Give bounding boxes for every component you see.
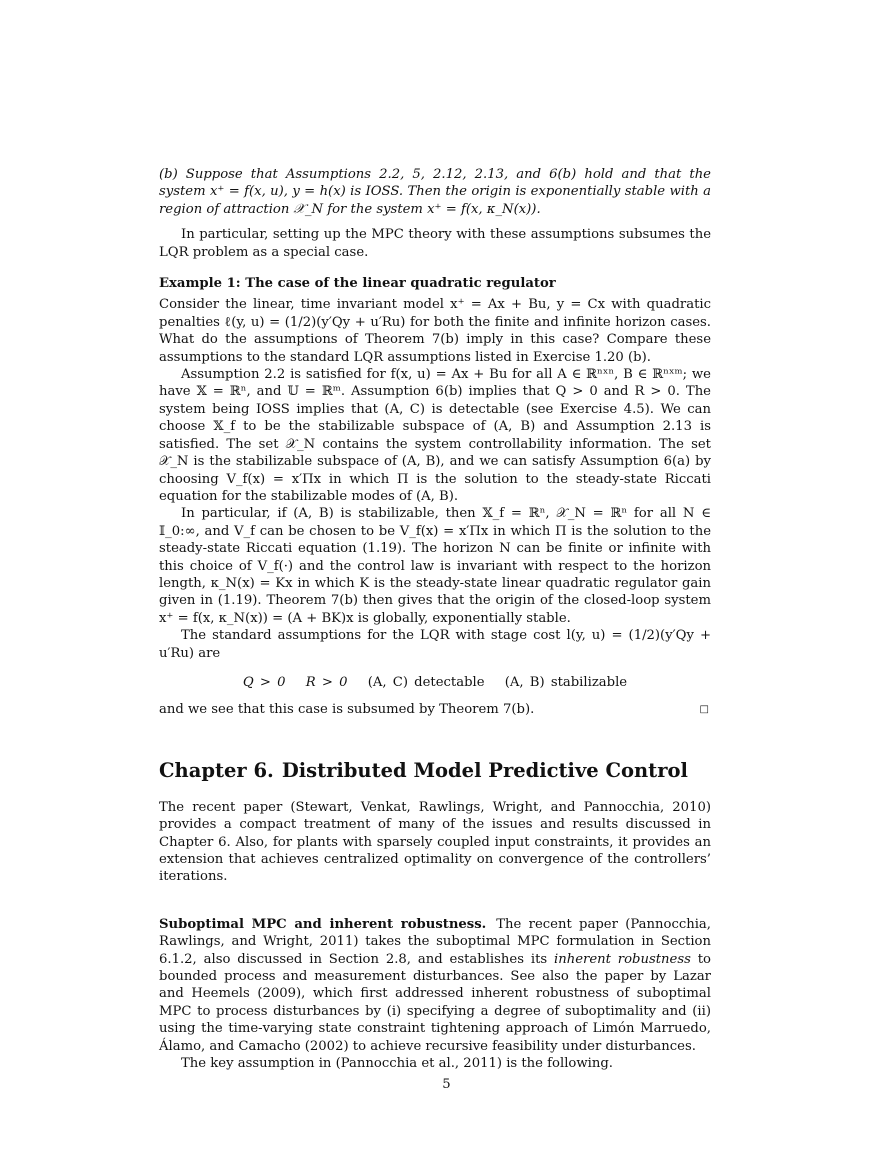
lqr-assumptions-display bbox=[159, 674, 711, 691]
assumption-r: R > 0 bbox=[305, 674, 348, 690]
example-paragraph-2: Assumption 2.2 is satisfied for f(x, u) = Ax + Bu for all A ∈ ℝⁿˣⁿ, B ∈ ℝⁿˣᵐ; we have 𝕏 = ℝⁿ, and 𝕌 = ℝᵐ. Assumption 6(b) implies that Q > 0 and R > 0. The system being IOSS implies that (A, C) is detectable (see Exercise 4.5). We can choose 𝕏_f to be the stabilizable subspace of (A, B) and Assumption 2.13 is satisfied. The set 𝒳_N contains the system controllability information. The set 𝒳_N is the stabilizable subspace of (A, B), and we can satisfy Assumption 6(a) by choosing V_f(x) = x′Πx in which Π is the solution to the steady-state Riccati equation for the stabilizable modes of (A, B). bbox=[159, 367, 711, 504]
example-paragraph-1: Consider the linear, time invariant model x⁺ = Ax + Bu, y = Cx with quadratic penalties ℓ(y, u) = (1/2)(y′Qy + u′Ru) for both the finite and infinite horizon cases. What do the assumptions of Theorem 7(b) imply in this case? Compare these assumptions to the standard LQR assumptions listed in Exercise 1.20 (b). bbox=[159, 297, 711, 365]
suboptimal-heading: Suboptimal MPC and inherent robustness. bbox=[159, 916, 487, 932]
suboptimal-text-a: The recent paper (Pannocchia, Rawlings, and Wright, 2011) takes the suboptimal MPC formulation in Section 6.1.2, also discussed in Section 2.8, and establishes its bbox=[159, 916, 711, 967]
inherent-robustness-emph: inherent robustness bbox=[554, 951, 691, 967]
chapter-heading bbox=[159, 759, 711, 783]
page-number: 5 bbox=[442, 1077, 451, 1092]
example-paragraph-3: In particular, if (A, B) is stabilizable, then 𝕏_f = ℝⁿ, 𝒳_N = ℝⁿ for all N ∈ 𝕀_0:∞, and V_f can be chosen to be V_f(x) = x′Πx in which Π is the solution to the steady-state Riccati equation (1.19). The horizon N can be finite or infinite with this choice of V_f(·) and the control law is invariant with respect to the horizon length, κ_N(x) = Kx in which K is the steady-state linear quadratic regulator gain given in (1.19). Theorem 7(b) then gives that the origin of the closed-loop system x⁺ = f(x, κ_N(x)) = (A + BK)x is globally, exponentially stable. bbox=[159, 506, 711, 626]
assumption-q: Q > 0 bbox=[242, 674, 286, 690]
key-assumption-paragraph: The key assumption in (Pannocchia et al., 2011) is the following. bbox=[181, 1056, 613, 1072]
example-closing: and we see that this case is subsumed by Theorem 7(b). bbox=[159, 702, 535, 718]
theorem-part-b: (b) Suppose that Assumptions 2.2, 5, 2.12, 2.13, and 6(b) hold and that the system x⁺ = f(x, u), y = h(x) is IOSS. Then the origin is exponentially stable with a region of attraction 𝒳_N for the system x⁺ = f(x, κ_N(x)). bbox=[159, 167, 711, 217]
paragraph-subsumes: In particular, setting up the MPC theory with these assumptions subsumes the LQR problem as a special case. bbox=[159, 227, 711, 260]
suboptimal-paragraph bbox=[159, 916, 711, 1055]
page-body bbox=[159, 166, 711, 1072]
chapter-intro: The recent paper (Stewart, Venkat, Rawlings, Wright, and Pannocchia, 2010) provides a compact treatment of many of the issues and results discussed in Chapter 6. Also, for plants with sparsely coupled input constraints, it provides an extension that achieves centralized optimality on convergence of the controllers’ iterations. bbox=[159, 799, 711, 885]
example-title: Example 1: The case of the linear quadratic regulator bbox=[159, 276, 556, 292]
assumption-stabilizable: (A, B) stabilizable bbox=[504, 674, 628, 690]
example-paragraph-4: The standard assumptions for the LQR with stage cost l(y, u) = (1/2)(y′Qy + u′Ru) are bbox=[159, 628, 711, 661]
assumption-detectable: (A, C) detectable bbox=[367, 674, 485, 690]
chapter-number: Chapter 6. bbox=[159, 758, 274, 782]
suboptimal-text-b: to bounded process and measurement disturbances. See also the paper by Lazar and Heemels (2009), which first addressed inherent robustness of suboptimal MPC to process disturbances by (i) specifying a degree of suboptimality and (ii) using the time-varying state constraint tightening approach of Limón Marruedo, Álamo, and Camacho (2002) to achieve recursive feasibility under disturbances. bbox=[159, 951, 711, 1054]
chapter-title: Distributed Model Predictive Control bbox=[281, 758, 688, 782]
example-closing-line bbox=[159, 701, 711, 718]
qed-square-icon: □ bbox=[699, 704, 709, 716]
